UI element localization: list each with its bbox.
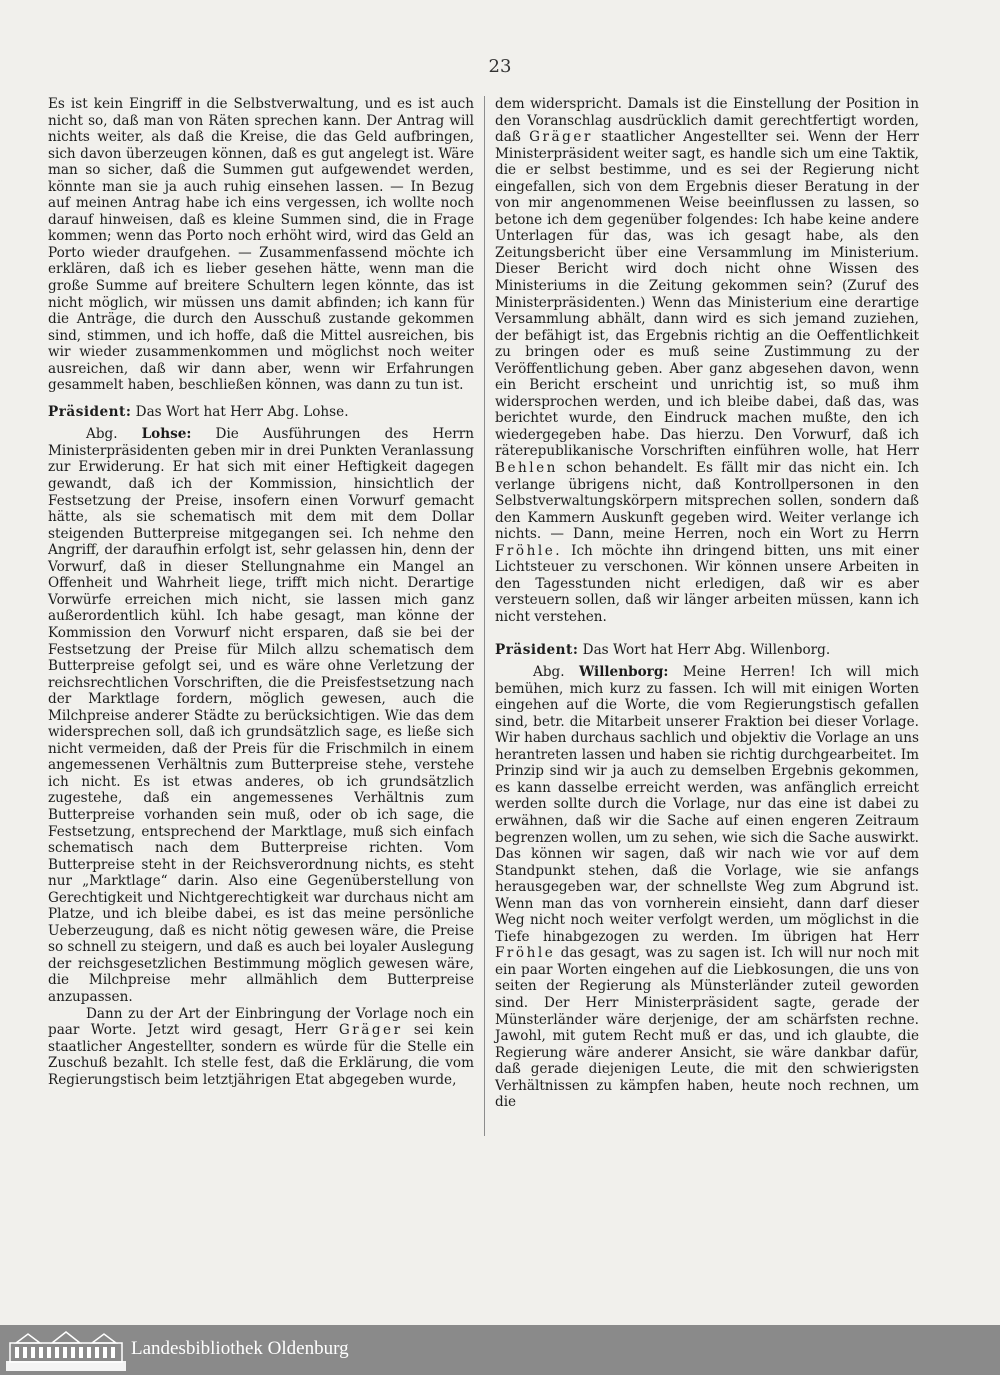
speech-text: Die Ausführungen des Herrn Ministerpräsidenten geben mir in drei Punkten Veranlassung zur Erwiderung. Er hat sich mit einer Heftigkeit dagegen gewandt, daß ich der Kommission, hinsichtlich der Festsetzung der Preise, insofern einen Vorwurf gemacht hätte, als sie schematisch mit dem mit dem Dollar steigenden Butterpreise mitgegangen sei. Ich nehme den Angriff, der daraufhin erfolgt ist, sehr gelassen hin, denn der Vorwurf, daß in dieser Stellungnahme ein Mangel an Offenheit und Wahrheit liege, trifft mich nicht. Derartige Vorwürfe erreichen mich nicht, sie lassen mich ganz außerordentlich kühl. Ich habe gesagt, man könne der Kommission den Vorwurf nicht ersparen, daß sie bei der Festsetzung der Preise für Milch allzu schematisch dem Butterpreise gefolgt sei, und es wäre ohne Verletzung der reichsrechtlichen Vorschriften, die die Preisfestsetzung nach der Marktlage fordern, möglich gewesen, auch die Milchpreise anderer Städte zu berücksichtigen. Wie das dem widersprechen soll, daß ich grundsätzlich sage, es ließe sich nicht vermeiden, daß der Preis für die Frischmilch in einem angemessenen Verhältnis zum Butterpreise stehe, verstehe ich nicht. Es ist etwas anderes, ob ich grundsätzlich zugestehe, daß ein angemessenes Verhältnis zum Butterpreise vorhanden sein muß, oder ob ich sage, die Festsetzung, entsprechend der Marktlage, muß sich einfach schematisch nach dem Butterpreise richten. Vom Butterpreise steht in der Reichsverordnung nichts, es steht nur „Marktlage“ darin. Also eine Gegenüberstellung von Gerechtigkeit und Nichtgerechtigkeit war durchaus nicht am Platze, und ich bleibe dabei, es ist das meine persönliche Ueberzeugung, daß es nicht nötig gewesen wäre, die Preise so schnell zu steigern, und daß es auch bei loyaler Auslegung der reichsgesetzlichen Bestimmung möglich gewesen wäre, die Milchpreise mehr allmählich dem Butterpreise anzupassen.: [48, 426, 475, 1005]
name-graeger: Gräger: [338, 1022, 403, 1039]
right-column: [495, 96, 919, 1111]
speaker-label: Präsident:: [48, 403, 132, 420]
speech-willenborg: [495, 664, 919, 1111]
name-froehle: Fröhle.: [495, 542, 563, 559]
speaker-line-1: [48, 404, 474, 421]
text-run: Meine Herren! Ich will mich bemühen, mich kurz zu fassen. Ich will mit einigen Worten eingehen auf die Worte, die vom Regierungstisch gefallen sind, betr. die Mitarbeit unserer Fraktion bei dieser Vorlage. Wir haben durchaus sachlich und objektiv die Vorlage an uns herantreten lassen und haben sie richtig durchgearbeitet. Im Prinzip sind wir ja auch zu demselben Ergebnis gekommen, es kann dasselbe erreicht werden, was anfänglich erreicht werden sollte durch die Vorlage, nur das eine ist dabei zu erwähnen, daß wir die Sache auf einen engeren Zeitraum begrenzen wollen, um zu sehen, wie sich die Sache auswirkt. Das können wir sagen, daß wir nach wie vor auf dem Standpunkt stehen, daß die Vorlage, wie sie anfangs herausgegeben war, der schnellste Weg zum Abgrund ist. Wenn man das von vornherein einsieht, dann darf dieser Weg nicht noch weiter verfolgt werden, um möglichst in die Tiefe hinabgezogen zu werden. Im übrigen hat Herr: [495, 664, 920, 945]
text-run: schon behandelt. Es fällt mir das nicht ein. Ich verlange übrigens nicht, daß Kontrollpersonen in den Selbstverwaltungskörpern mitsprechen sollen, sondern daß den Kammern Auskunft gegeben wird. Weiter verlange ich nichts. — Dann, meine Herren, noch ein Wort zu Herrn: [495, 460, 919, 543]
speaker-label: Präsident:: [495, 641, 579, 658]
footer-bar: [0, 1325, 1000, 1375]
speaker-text: Das Wort hat Herr Abg. Lohse.: [135, 403, 349, 420]
name-behlen: Behlen: [495, 460, 558, 477]
left-paragraph-1: Es ist kein Eingriff in die Selbstverwaltung, und es ist auch nicht so, daß man von Räten sprechen kann. Der Antrag will nichts weiter, als daß die Kreise, die das Geld aufbringen, sich davon überzeugen können, daß es gut angelegt ist. Wäre man so sicher, daß die Summen gut aufgewendet werden, könnte man sie ja auch ruhig einsehen lassen. — In Bezug auf meinen Antrag habe ich eins vergessen, ich wollte noch darauf hinweisen, daß es kleine Summen sind, die in Frage kommen; wenn das Porto noch erhöht wird, wird das Geld an Porto wieder draufgehen. — Zusammenfassend möchte ich erklären, daß ich es lieber gesehen hätte, wenn man die große Summe auf breitere Schultern legen könnte, das ist nicht möglich, wir müssen uns damit abfinden; ich kann für die Anträge, die durch den Ausschuß zustande gekommen sind, stimmen, und ich hoffe, daß die Mittel ausreichen, bis wir wieder zusammenkommen und möglichst noch weiter ausreichen, daß wir dann aber, wenn wir Erfahrungen gesammelt haben, beschließen können, was dann zu tun ist.: [48, 96, 474, 394]
speaker-line-2: [495, 642, 919, 659]
left-column: [48, 96, 474, 1088]
page-number: 23: [488, 56, 512, 77]
library-name: Landesbibliothek Oldenburg: [131, 1338, 349, 1359]
text-run: Dann zu der Art der Einbringung der Vorlage noch ein paar Worte. Jetzt wird gesagt, Herr: [48, 1005, 474, 1039]
left-continuation: [48, 1006, 474, 1089]
speaker-text: Das Wort hat Herr Abg. Willenborg.: [582, 641, 831, 658]
text-run: sei kein staatlicher Angestellter, sondern es würde für die Stelle ein Zuschuß bezahlt. Ich stelle fest, daß die Erklärung, die vom Regierungstisch beim letztjährigen Etat abgegeben wurde,: [48, 1022, 474, 1088]
text-run: dem widerspricht. Damals ist die Einstellung der Position in den Voranschlag ausdrücklich damit gerechtfertigt worden, daß: [495, 96, 919, 146]
name-graeger: Gräger: [529, 129, 593, 146]
speaker-name-lohse: Lohse:: [141, 426, 192, 443]
speech-prefix: Abg.: [533, 664, 565, 681]
speaker-name-willenborg: Willenborg:: [579, 664, 669, 681]
name-froehle: Fröhle: [495, 945, 556, 962]
text-run: Ich möchte ihn dringend bitten, uns mit einer Lichtsteuer zu verschonen. Wir können unsere Arbeiten in den Tagesstunden nicht erledigen, daß wir es aber versteuern sollen, daß wir länger arbeiten müssen, kann ich nicht verstehen.: [495, 542, 919, 625]
right-paragraph-1: [495, 96, 919, 626]
text-run: das gesagt, was zu sagen ist. Ich will nur noch mit ein paar Worten eingehen auf die Liebkosungen, die uns von seiten der Regierung als Münsterländer zuteil geworden sind. Der Herr Ministerpräsident sagte, gerade der Münsterländer wäre derjenige, der am schärfsten rechne. Jawohl, mit gutem Recht muß er das, und ich glaubte, die Regierung wäre anderer Ansicht, sie wäre dankbar dafür, daß gerade diejenigen Leute, die mit den schwierigsten Verhältnissen zu kämpfen haben, heute noch rechnen, um die: [495, 945, 919, 1111]
column-divider: [484, 96, 485, 1136]
speech-prefix: Abg.: [86, 426, 118, 443]
text-run: staatlicher Angestellter sei. Wenn der Herr Ministerpräsident weiter sagt, es handle sich um eine Taktik, die er selbst bestimme, und es sei der Regierung nicht eingefallen, sich von dem Ergebnis dieser Beratung in der von mir angenommenen Weise beeinflussen zu lassen, so betone ich dem gegenüber folgendes: Ich habe keine andere Unterlagen für das, was ich gesagt habe, als den Zeitungsbericht über eine Versammlung im Ministerium. Dieser Bericht wird doch nicht ohne Wissen des Ministeriums in die Zeitung gekommen sein? (Zuruf des Ministerpräsidenten.) Wenn das Ministerium eine derartige Versammlung abhält, dann wird es sich jemand zuziehen, der befähigt ist, das Ergebnis richtig an die Oeffentlichkeit zu bringen oder es muß seine Zustimmung zu der Veröffentlichung geben. Aber ganz abgesehen davon, wenn ein Bericht erscheint und unrichtig ist, so muß ihm widersprochen werden, und ich bleibe dabei, daß das, was berichtet wurde, den Eindruck machen mußte, den ich wiedergegeben habe. Das hierzu. Den Vorwurf, daß ich räterepublikanische Vorschriften einführen wolle, hat Herr: [495, 129, 919, 460]
library-building-icon: [6, 1331, 126, 1371]
speech-lohse: [48, 426, 474, 1005]
